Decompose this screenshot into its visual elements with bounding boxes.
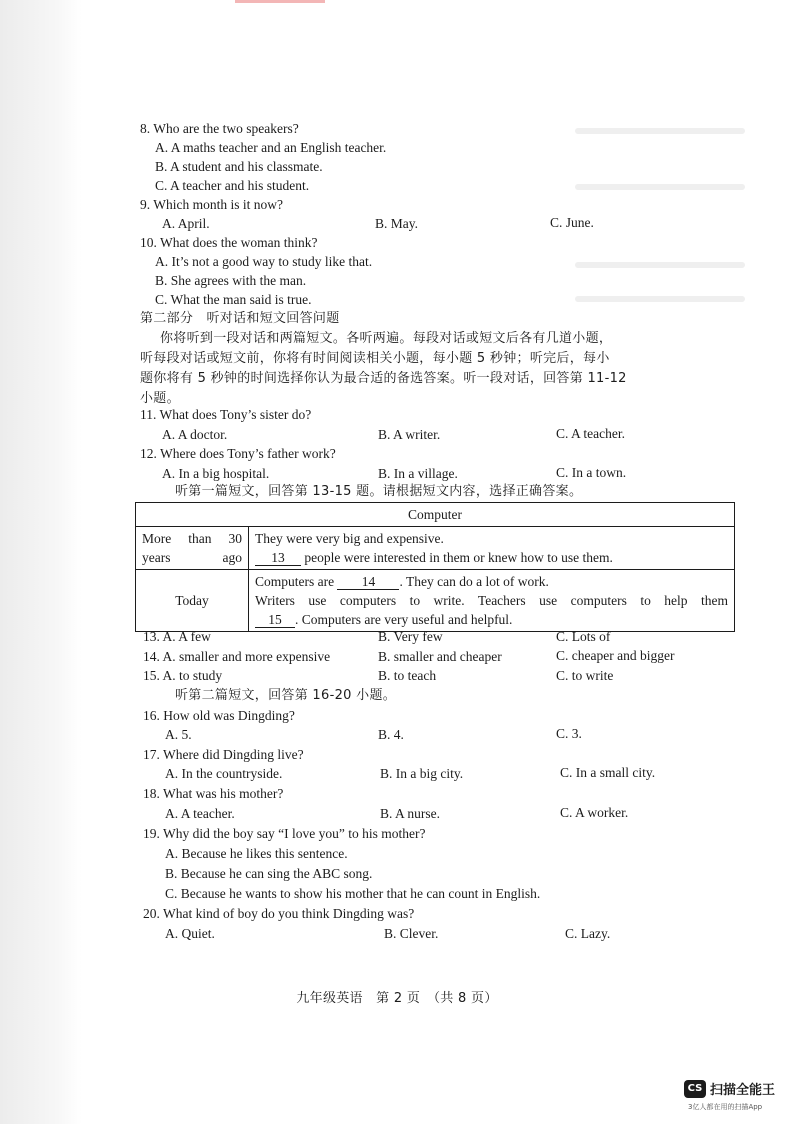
q14-option-c: C. cheaper and bigger	[556, 648, 675, 663]
table-title: Computer	[136, 503, 735, 527]
q12-option-b: B. In a village.	[378, 466, 458, 481]
q17-option-b: B. In a big city.	[380, 766, 464, 781]
question-8: 8. Who are the two speakers?	[140, 121, 299, 136]
q11-option-a: A. A doctor.	[162, 427, 228, 442]
camscanner-tagline: 3亿人都在用的扫描App	[688, 1103, 763, 1111]
part2-instruction: 小题。	[140, 391, 180, 406]
row2-label: Today	[136, 570, 249, 632]
q16-option-c: C. 3.	[556, 726, 582, 741]
q12-option-c: C. In a town.	[556, 465, 627, 480]
q11-option-b: B. A writer.	[378, 427, 441, 442]
q10-option-a: A. It’s not a good way to study like that.	[155, 254, 373, 269]
blank-14: 14	[337, 574, 399, 590]
q10-option-c: C. What the man said is true.	[155, 292, 312, 307]
q19-option-a: A. Because he likes this sentence.	[165, 846, 348, 861]
question-9: 9. Which month is it now?	[140, 197, 283, 212]
row1-line2-text: people were interested in them or knew how to use them.	[304, 550, 613, 565]
camscanner-logo: CS	[684, 1080, 706, 1098]
part2-instruction: 听每段对话或短文前，你将有时间阅读相关小题，每小题 5 秒钟；听完后，每小	[140, 351, 610, 366]
row2-line1	[255, 572, 728, 591]
bleed-through-mark	[575, 296, 745, 302]
q13-option-c: C. Lots of	[556, 629, 611, 644]
q11-option-c: C. A teacher.	[556, 426, 625, 441]
question-19: 19. Why did the boy say “I love you” to his mother?	[143, 826, 426, 841]
q18-option-c: C. A worker.	[560, 805, 629, 820]
question-16: 16. How old was Dingding?	[143, 708, 295, 723]
q18-option-b: B. A nurse.	[380, 806, 441, 821]
question-12: 12. Where does Tony’s father work?	[140, 446, 336, 461]
row2-pre: Computers are	[255, 574, 335, 589]
question-17: 17. Where did Dingding live?	[143, 747, 304, 762]
q12-option-a: A. In a big hospital.	[162, 466, 270, 481]
scan-mark	[235, 0, 325, 3]
q8-option-c: C. A teacher and his student.	[155, 178, 310, 193]
row2-post: . They can do a lot of work.	[399, 574, 549, 589]
bleed-through-mark	[575, 262, 745, 268]
page-footer: 九年级英语 第 2 页 （共 8 页）	[296, 991, 498, 1006]
computer-table	[135, 502, 735, 632]
row2-line3-text: . Computers are very useful and helpful.	[295, 612, 513, 627]
q17-option-c: C. In a small city.	[560, 765, 656, 780]
passage2-instruction: 听第二篇短文，回答第 16-20 小题。	[175, 688, 397, 703]
q8-option-b: B. A student and his classmate.	[155, 159, 323, 174]
row2-line3	[255, 610, 728, 629]
row1-content	[249, 527, 735, 570]
q20-option-a: A. Quiet.	[165, 926, 215, 941]
q14-option-b: B. smaller and cheaper	[378, 649, 502, 664]
part2-instruction: 你将听到一段对话和两篇短文。各听两遍。每段对话或短文后各有几道小题，	[160, 331, 613, 346]
row2-content	[249, 570, 735, 632]
question-11: 11. What does Tony’s sister do?	[140, 407, 312, 422]
passage1-instruction: 听第一篇短文，回答第 13-15 题。请根据短文内容，选择正确答案。	[175, 484, 583, 499]
row1-line2	[255, 548, 728, 567]
q10-option-b: B. She agrees with the man.	[155, 273, 307, 288]
camscanner-name: 扫描全能王	[710, 1083, 776, 1098]
q14-option-a: 14. A. smaller and more expensive	[143, 649, 331, 664]
q20-option-b: B. Clever.	[384, 926, 439, 941]
q8-option-a: A. A maths teacher and an English teacher.	[155, 140, 387, 155]
q17-option-a: A. In the countryside.	[165, 766, 283, 781]
part2-instruction: 题你将有 5 秒钟的时间选择你认为最合适的备选答案。听一段对话，回答第 11-12	[140, 371, 627, 386]
q18-option-a: A. A teacher.	[165, 806, 235, 821]
q15-option-a: 15. A. to study	[143, 668, 223, 683]
row1-label: More than 30 years ago	[136, 527, 249, 570]
row2-line2: Writers use computers to write. Teachers use computers to help them	[255, 593, 728, 608]
q9-option-c: C. June.	[550, 215, 594, 230]
q16-option-a: A. 5.	[165, 727, 192, 742]
bleed-through-mark	[575, 184, 745, 190]
question-10: 10. What does the woman think?	[140, 235, 318, 250]
q20-option-c: C. Lazy.	[565, 926, 611, 941]
bleed-through-mark	[575, 128, 745, 134]
blank-13: 13	[255, 550, 301, 566]
question-18: 18. What was his mother?	[143, 786, 284, 801]
page-fold-shadow	[0, 0, 82, 1124]
row1-line1: They were very big and expensive.	[255, 531, 444, 546]
q15-option-c: C. to write	[556, 668, 614, 683]
part2-heading: 第二部分 听对话和短文回答问题	[140, 311, 340, 326]
q16-option-b: B. 4.	[378, 727, 404, 742]
q15-option-b: B. to teach	[378, 668, 437, 683]
q19-option-c: C. Because he wants to show his mother that he can count in English.	[165, 886, 541, 901]
q19-option-b: B. Because he can sing the ABC song.	[165, 866, 373, 881]
q13-option-a: 13. A. A few	[143, 629, 211, 644]
q9-option-b: B. May.	[375, 216, 418, 231]
blank-15: 15	[255, 612, 295, 628]
q9-option-a: A. April.	[162, 216, 210, 231]
question-20: 20. What kind of boy do you think Dingding was?	[143, 906, 415, 921]
q13-option-b: B. Very few	[378, 629, 443, 644]
